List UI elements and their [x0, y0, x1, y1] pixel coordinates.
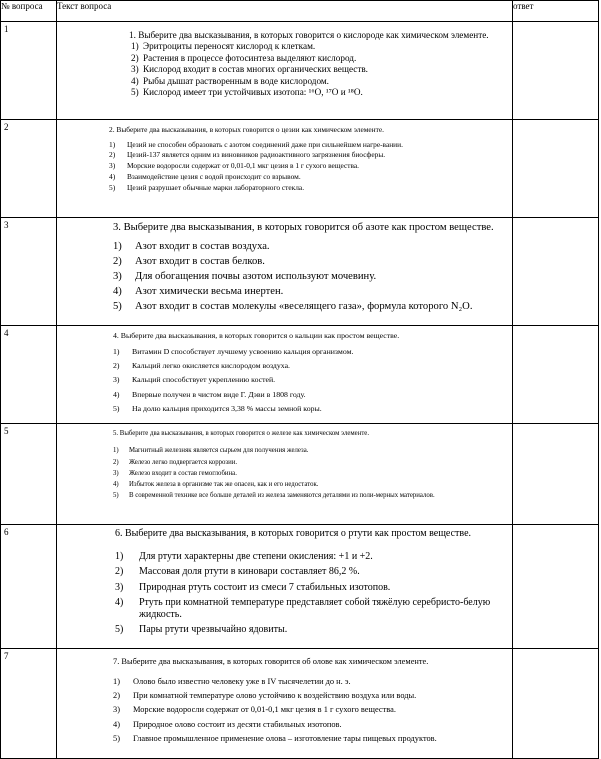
option-text: Железо легко подвергается коррозии. [129, 458, 238, 466]
option-text: Избыток железа в организме так же опасен, как и его недостаток. [129, 481, 319, 489]
question-cell [57, 525, 513, 649]
option-text: В современной технике все больше деталей из железа заменяются деталями из поли-мерных материалов. [129, 492, 435, 500]
answer-option [113, 446, 506, 455]
question-cell [57, 326, 513, 424]
answer-option [109, 183, 506, 193]
question-title: 1. Выберите два высказывания, в которых говорится о кислороде как химическом элементе. [129, 30, 489, 40]
option-number: 3) [113, 375, 120, 385]
answer-option [109, 140, 506, 150]
option-number: 3) [113, 271, 122, 283]
answer-option [109, 161, 506, 171]
option-text: Природная ртуть состоит из смеси 7 стабильных изотопов. [139, 581, 391, 593]
question-body [57, 649, 512, 747]
answer-cell[interactable] [513, 120, 599, 218]
answer-options [109, 140, 506, 193]
question-row-1 [1, 22, 599, 120]
option-number: 4) [113, 286, 122, 298]
option-text: Железо входит в состав гемоглобина. [129, 469, 237, 477]
option-text: Массовая доля ртути в киновари составляет 86,2 %. [139, 566, 360, 578]
option-text: Азот входит в состав белков. [135, 256, 265, 268]
answer-options [113, 347, 506, 414]
question-number: 7 [1, 649, 57, 759]
question-cell [57, 218, 513, 326]
question-title: 5. Выберите два высказывания, в которых говорится о железе как химическом элементе. [113, 430, 370, 437]
question-number: 1 [1, 22, 57, 120]
option-text: На долю кальция приходится 3,38 % массы земной коры. [132, 403, 322, 413]
option-number: 5) [115, 624, 124, 636]
answer-option [113, 361, 506, 371]
answer-option [131, 64, 506, 75]
answer-option [113, 375, 506, 385]
option-number: 5) [113, 733, 120, 743]
question-title: 3. Выберите два высказывания, в которых говорится об азоте как простом веществе. [113, 222, 494, 233]
answer-option [113, 285, 506, 299]
option-text: Цезий не способен образовать с азотом соединений даже при сильнейшем нагре-вании. [127, 139, 403, 149]
option-number: 1) [113, 447, 119, 455]
option-number: 2) [113, 256, 122, 268]
question-row-7 [1, 649, 599, 759]
answer-cell[interactable] [513, 424, 599, 525]
question-row-5 [1, 424, 599, 525]
answer-option [113, 491, 506, 500]
question-number: 2 [1, 120, 57, 218]
answer-option [113, 704, 506, 715]
option-number: 1) [115, 551, 124, 563]
answer-option [115, 624, 506, 636]
option-number: 2) [109, 150, 116, 160]
answer-option [113, 676, 506, 687]
question-body [57, 326, 512, 418]
option-number: 1) [131, 41, 139, 52]
answer-option [113, 458, 506, 467]
option-text: Морские водоросли содержат от 0,01-0,1 мкг цезия в 1 г сухого вещества. [133, 705, 396, 715]
question-body [57, 120, 512, 194]
option-number: 2) [131, 52, 139, 63]
answer-option [115, 566, 506, 578]
answer-option [131, 53, 506, 64]
option-number: 1) [113, 241, 122, 252]
answer-option [113, 390, 506, 400]
question-row-4 [1, 326, 599, 424]
option-number: 5) [131, 87, 139, 98]
answer-option [115, 551, 506, 563]
option-text: Цезий разрушает обычные марки лабораторного стекла. [127, 183, 305, 193]
question-number: 6 [1, 525, 57, 649]
option-text: Кислород входит в состав многих органических веществ. [143, 64, 368, 75]
question-title: 7. Выберите два высказывания, в которых говорится об олове как химическом элементе. [113, 657, 429, 666]
answer-option [109, 172, 506, 182]
answer-option [113, 469, 506, 478]
question-body [57, 22, 512, 98]
question-number: 3 [1, 218, 57, 326]
question-body [57, 525, 512, 639]
question-cell [57, 424, 513, 525]
option-text: Главное промышленное применение олова – изготовление тары пищевых продуктов. [133, 733, 437, 743]
answer-option [113, 300, 506, 314]
answer-cell[interactable] [513, 525, 599, 649]
answer-option [113, 240, 506, 254]
option-number: 2) [113, 458, 119, 466]
option-number: 5) [109, 183, 116, 193]
option-text: При комнатной температуре олово устойчиво к воздействию воздуха или воды. [133, 691, 417, 701]
question-number: 4 [1, 326, 57, 424]
answer-option [113, 347, 506, 357]
option-text: Кальций легко окисляется кислородом воздуха. [132, 361, 291, 371]
answer-option [113, 404, 506, 414]
option-number: 2) [113, 361, 120, 371]
option-text: Витамин D способствует лучшему усвоению кальция организмом. [132, 347, 354, 356]
option-text: Кислород имеет три устойчивых изотопа: ¹⁶O, ¹⁷O и ¹⁸O. [143, 87, 363, 98]
option-number: 1) [109, 139, 116, 149]
answer-options [115, 551, 506, 636]
option-number: 4) [115, 596, 124, 608]
answer-cell[interactable] [513, 326, 599, 424]
question-title: 2. Выберите два высказывания, в которых говорится о цезии как химическом элементе. [109, 125, 384, 134]
question-cell [57, 649, 513, 759]
question-title: 4. Выберите два высказывания, в которых говорится о кальции как простом веществе. [113, 331, 400, 340]
answer-option [113, 255, 506, 269]
answer-option [115, 597, 506, 621]
header-answer: ответ [513, 1, 599, 22]
option-number: 4) [113, 481, 119, 489]
option-number: 1) [113, 347, 120, 356]
option-text: Природное олово состоит из десяти стабильных изотопов. [133, 719, 342, 729]
option-number: 4) [113, 719, 120, 729]
answer-option [131, 76, 506, 87]
option-text: Впервые получен в чистом виде Г. Дэви в 1808 году. [132, 389, 306, 399]
option-text: Для обогащения почвы азотом используют мочевину. [135, 271, 377, 283]
answer-option [113, 270, 506, 284]
option-text: Олово было известно человеку уже в IV тысячелетии до н. э. [133, 677, 351, 686]
answer-option [113, 690, 506, 701]
question-cell [57, 22, 513, 120]
answer-cell[interactable] [513, 649, 599, 759]
answer-option [115, 582, 506, 594]
option-text: Эритроциты переносят кислород к клеткам. [143, 41, 316, 52]
option-text: Морские водоросли содержат от 0,01-0,1 мкг цезия в 1 г сухого вещества. [127, 161, 360, 171]
option-number: 3) [113, 705, 120, 715]
question-row-3 [1, 218, 599, 326]
option-number: 2) [113, 691, 120, 701]
option-number: 4) [113, 389, 120, 399]
question-body [57, 218, 512, 315]
option-text: Азот входит в состав воздуха. [135, 241, 270, 252]
option-text: Магнитный железняк является сырьем для получения железа. [129, 447, 309, 455]
answer-options [113, 676, 506, 744]
answer-options [117, 41, 506, 98]
answer-option [131, 87, 506, 98]
option-text: Кальций способствует укреплению костей. [132, 375, 276, 385]
option-text: Азот химически весьма инертен. [135, 286, 284, 298]
answer-option [109, 150, 506, 160]
option-number: 4) [109, 172, 116, 182]
option-text: Ртуть при комнатной температуре представляет собой тяжёлую серебристо-белую жидкость. [139, 596, 491, 621]
answer-option [131, 41, 506, 52]
option-text: Цезий-137 является одним из виновников радиоактивного загрязнения биосферы. [127, 150, 386, 160]
option-text: Рыбы дышат растворенным в воде кислородом. [143, 75, 329, 86]
header-text: Текст вопроса [57, 1, 513, 22]
option-number: 3) [131, 64, 139, 75]
question-title: 6. Выберите два высказывания, в которых говорится о ртути как простом веществе. [115, 528, 472, 539]
answer-cell[interactable] [513, 22, 599, 120]
answer-option [113, 733, 506, 744]
answer-option [113, 719, 506, 730]
option-number: 4) [131, 75, 139, 86]
option-text: Взаимодействие цезия с водой происходит со взрывом. [127, 172, 301, 182]
option-number: 5) [113, 492, 119, 500]
option-number: 1) [113, 677, 120, 686]
option-text: Азот входит в состав молекулы «веселящего газа», формула которого N₂O. [135, 301, 473, 313]
header-row [1, 1, 599, 22]
option-number: 5) [113, 403, 120, 413]
option-number: 3) [109, 161, 116, 171]
header-number: № вопроса [1, 1, 57, 22]
option-text: Растения в процессе фотосинтеза выделяют кислород. [143, 52, 357, 63]
option-number: 5) [113, 301, 122, 313]
question-cell [57, 120, 513, 218]
answer-cell[interactable] [513, 218, 599, 326]
question-row-6 [1, 525, 599, 649]
option-number: 3) [115, 581, 124, 593]
question-body [57, 424, 512, 503]
answer-options [113, 240, 506, 314]
option-text: Для ртути характерны две степени окисления: +1 и +2. [139, 551, 373, 563]
answer-option [113, 480, 506, 489]
question-row-2 [1, 120, 599, 218]
option-number: 3) [113, 469, 119, 477]
option-text: Пары ртути чрезвычайно ядовиты. [139, 624, 288, 636]
option-number: 2) [115, 566, 124, 578]
answer-options [113, 446, 506, 500]
question-number: 5 [1, 424, 57, 525]
